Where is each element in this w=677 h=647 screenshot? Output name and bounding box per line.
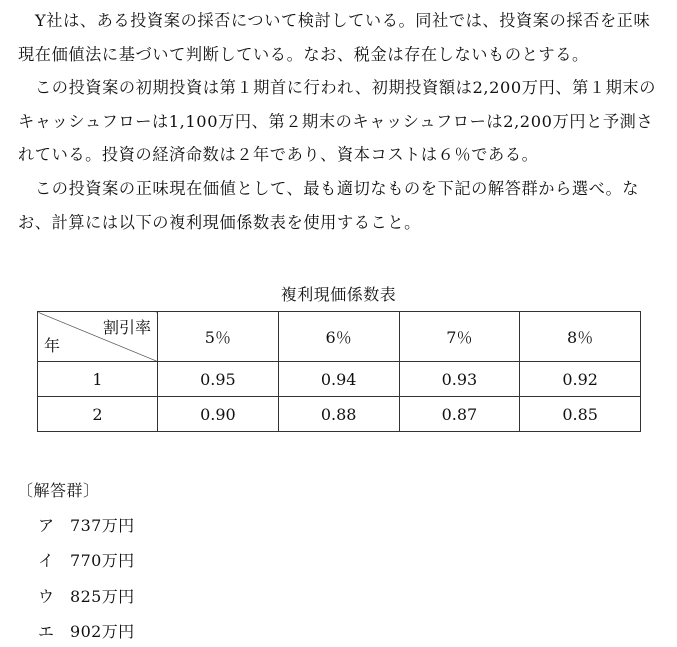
table-title: 複利現価係数表 xyxy=(280,285,397,304)
choice-letter: ア xyxy=(38,516,55,535)
table-row xyxy=(38,397,641,432)
choice-text: 825万円 xyxy=(70,587,135,606)
corner-label-year: 年 xyxy=(44,336,61,355)
choice-letter: エ xyxy=(38,622,55,641)
answer-choice[interactable] xyxy=(38,619,135,642)
table-row xyxy=(38,362,641,397)
choice-letter: ウ xyxy=(38,587,55,606)
discount-factor-table xyxy=(37,311,641,432)
answer-choice[interactable] xyxy=(38,513,135,536)
question-paragraph: この投資案の初期投資は第１期首に行われ、初期投資額は2,200万円、第１期末のキャッシュフローは1,100万円、第２期末のキャッシュフローは2,200万円と予測されている。投資の経済命数は２年であり、資本コストは６％である。 xyxy=(18,78,657,164)
factor-cell: 0.92 xyxy=(520,362,641,397)
question-paragraph: Y社は、ある投資案の採否について検討している。同社では、投資案の採否を正味現在価値法に基づいて判断している。なお、税金は存在しないものとする。 xyxy=(18,11,651,64)
factor-cell: 0.87 xyxy=(399,397,520,432)
table-header-row xyxy=(38,312,641,362)
factor-cell: 0.85 xyxy=(520,397,641,432)
question-paragraph: この投資案の正味現在価値として、最も適切なものを下記の解答群から選べ。なお、計算には以下の複利現価係数表を使用すること。 xyxy=(18,179,640,232)
rate-header: 7％ xyxy=(399,312,520,362)
choice-text: 737万円 xyxy=(70,516,135,535)
answer-choice[interactable] xyxy=(38,548,135,571)
answer-group-title: 〔解答群〕 xyxy=(17,481,100,500)
factor-cell: 0.94 xyxy=(278,362,399,397)
choice-letter: イ xyxy=(38,551,55,570)
table-corner-cell xyxy=(38,312,158,362)
factor-cell: 0.90 xyxy=(158,397,279,432)
rate-header: 6％ xyxy=(278,312,399,362)
rate-header: 8％ xyxy=(520,312,641,362)
choice-text: 770万円 xyxy=(70,551,135,570)
factor-cell: 0.88 xyxy=(278,397,399,432)
year-cell: 1 xyxy=(38,362,158,397)
factor-cell: 0.93 xyxy=(399,362,520,397)
answer-choice[interactable] xyxy=(38,584,135,607)
factor-cell: 0.95 xyxy=(158,362,279,397)
rate-header: 5％ xyxy=(158,312,279,362)
choice-text: 902万円 xyxy=(70,622,135,641)
corner-label-rate: 割引率 xyxy=(102,318,151,337)
year-cell: 2 xyxy=(38,397,158,432)
